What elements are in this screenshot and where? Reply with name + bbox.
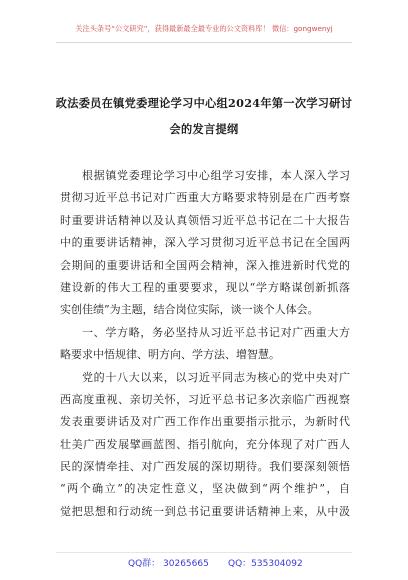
paragraph-1-line-3: 时重要讲话精神以及认真领悟习近平总书记在二十大报告 <box>60 213 350 227</box>
paragraph-2-line-5: 民的深情牵挂、对广西发展的深切期待。我们要深刻领悟 <box>60 460 350 474</box>
document-title-line-2: 会的发言提纲 <box>169 122 239 136</box>
paragraph-2-line-7: 觉把思想和行动统一到总书记重要讲话精神上来，从中汲 <box>60 504 350 518</box>
paragraph-1-line-1: 根据镇党委理论学习中心组学习安排，本人深入学习 <box>82 169 350 182</box>
paragraph-2-line-4: 壮美广西发展擘画蓝图、指引航向，充分体现了对广西人 <box>60 437 350 451</box>
document-body <box>60 165 350 523</box>
paragraph-1-line-5: 会期间的重要讲话和全国两会精神，深入推进新时代党的 <box>60 258 350 272</box>
section-heading-1-line-1: 一、学方略，务必坚持从习近平总书记对广西重大方 <box>82 325 350 339</box>
paragraph-2-line-3: 发表重要讲话及对广西工作作出重要指示批示，为新时代 <box>60 415 350 429</box>
header-banner: 关注头条号“公文研究”，获得最新最全最专业的公文资料库！ 微信：gongwenyj <box>75 24 333 33</box>
paragraph-1-line-7: 实创佳绩”为主题，结合岗位实际，谈一谈个人体会。 <box>60 303 319 317</box>
footer-qq-contact: QQ：535304092 <box>228 559 303 569</box>
document-title-line-1: 政法委员在镇党委理论学习中心组2024年第一次学习研讨 <box>55 96 353 110</box>
section-heading-1-line-2: 略要求中悟规律、明方向、学方法、增智慧。 <box>60 348 280 362</box>
header-divider <box>56 42 352 43</box>
paragraph-1-line-2: 贯彻习近平总书记对广西重大方略要求特别是在广西考察 <box>60 191 350 205</box>
paragraph-1-line-4: 中的重要讲话精神，深入学习贯彻习近平总书记在全国两 <box>60 236 350 250</box>
footer-divider <box>56 552 352 553</box>
footer <box>0 557 408 571</box>
footer-qq-group: QQ群： 30265665 <box>128 559 209 569</box>
paragraph-2-line-6: “两个确立”的决定性意义，坚决做到“两个维护”，自 <box>60 482 350 496</box>
paragraph-1-line-6: 建设新的伟大工程的重要要求，现以“学方略谋创新抓落 <box>60 280 350 294</box>
paragraph-2-line-1: 党的十八大以来，以习近平同志为核心的党中央对广 <box>82 370 350 384</box>
paragraph-2-line-2: 西高度重视、亲切关怀，习近平总书记多次亲临广西视察 <box>60 392 350 406</box>
